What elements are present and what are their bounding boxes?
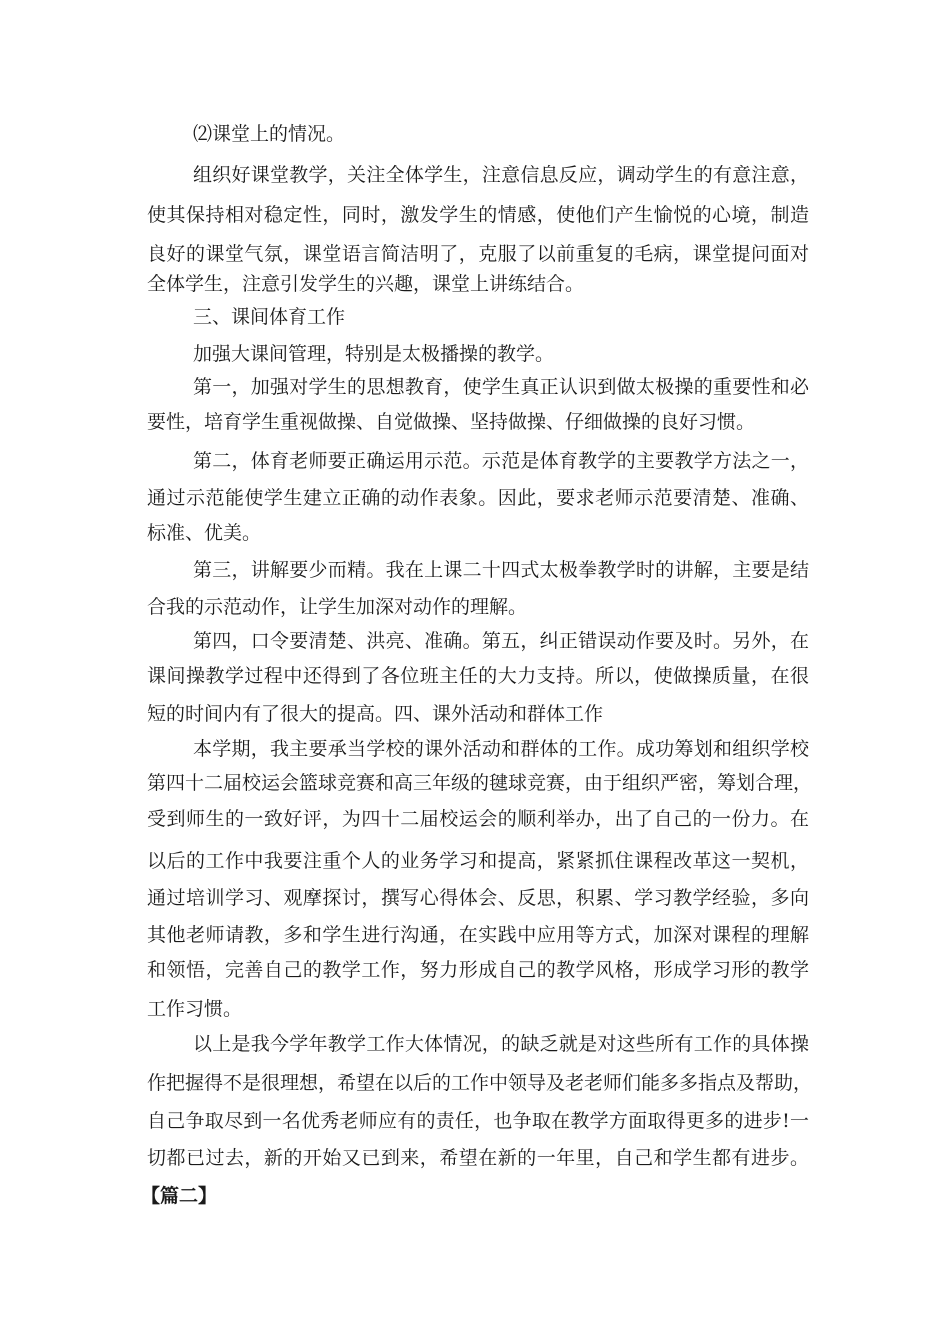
text-line: 本学期，我主要承当学校的课外活动和群体的工作。成功筹划和组织学校 — [193, 738, 809, 760]
text-line: 以后的工作中我要注重个人的业务学习和提高，紧紧抓住课程改革这一契机， — [147, 850, 809, 872]
text-line: 短的时间内有了很大的提高。四、课外活动和群体工作 — [147, 703, 604, 725]
text-line: 良好的课堂气氛，课堂语言简洁明了，克服了以前重复的毛病，课堂提问面对 — [147, 243, 809, 265]
text-line: 第四十二届校运会篮球竞赛和高三年级的毽球竞赛，由于组织严密，筹划合理， — [147, 772, 813, 794]
text-line: 受到师生的一致好评，为四十二届校运会的顺利举办，出了自己的一份力。在 — [147, 808, 809, 830]
text-line: 通过培训学习、观摩探讨，撰写心得体会、反思，积累、学习教学经验，多向 — [147, 887, 809, 909]
text-line: 全体学生，注意引发学生的兴趣，课堂上讲练结合。 — [147, 273, 585, 295]
text-line: 和领悟，完善自己的教学工作，努力形成自己的教学风格，形成学习形的教学 — [147, 959, 809, 981]
text-line: 组织好课堂教学，关注全体学生，注意信息反应，调动学生的有意注意， — [193, 164, 809, 186]
text-line: 第二，体育老师要正确运用示范。示范是体育教学的主要教学方法之一， — [193, 450, 809, 472]
text-line: 切都已过去，新的开始又已到来，希望在新的一年里，自己和学生都有进步。 — [147, 1147, 809, 1169]
text-line: ⑵课堂上的情况。 — [193, 123, 346, 145]
text-line: 第四，口令要清楚、洪亮、准确。第五，纠正错误动作要及时。另外，在 — [193, 630, 809, 652]
text-line: 标准、优美。 — [147, 522, 262, 544]
section-title: 【篇二】 — [141, 1185, 218, 1207]
text-line: 通过示范能使学生建立正确的动作表象。因此，要求老师示范要清楚、准确、 — [147, 487, 809, 509]
text-line: 第三，讲解要少而精。我在上课二十四式太极拳教学时的讲解，主要是结 — [193, 559, 809, 581]
text-line: 作把握得不是很理想，希望在以后的工作中领导及老老师们能多多指点及帮助， — [147, 1072, 813, 1094]
text-line: 自己争取尽到一名优秀老师应有的责任，也争取在教学方面取得更多的进步!一 — [147, 1110, 809, 1132]
text-line: 加强大课间管理，特别是太极播操的教学。 — [193, 343, 555, 365]
text-line: 工作习惯。 — [147, 998, 243, 1020]
text-line: 合我的示范动作，让学生加深对动作的理解。 — [147, 596, 528, 618]
text-line: 使其保持相对稳定性，同时，激发学生的情感，使他们产生愉悦的心境，制造 — [147, 204, 809, 226]
text-line: 其他老师请教，多和学生进行沟通，在实践中应用等方式，加深对课程的理解 — [147, 924, 809, 946]
text-line: 以上是我今学年教学工作大体情况，的缺乏就是对这些所有工作的具体操 — [193, 1033, 809, 1055]
text-line: 第一，加强对学生的思想教育，使学生真正认识到做太极操的重要性和必 — [193, 376, 809, 398]
text-line: 要性，培育学生重视做操、自觉做操、坚持做操、仔细做操的良好习惯。 — [147, 411, 756, 433]
text-line: 课间操教学过程中还得到了各位班主任的大力支持。所以，使做操质量，在很 — [147, 665, 809, 687]
section-heading: 三、课间体育工作 — [193, 306, 346, 328]
